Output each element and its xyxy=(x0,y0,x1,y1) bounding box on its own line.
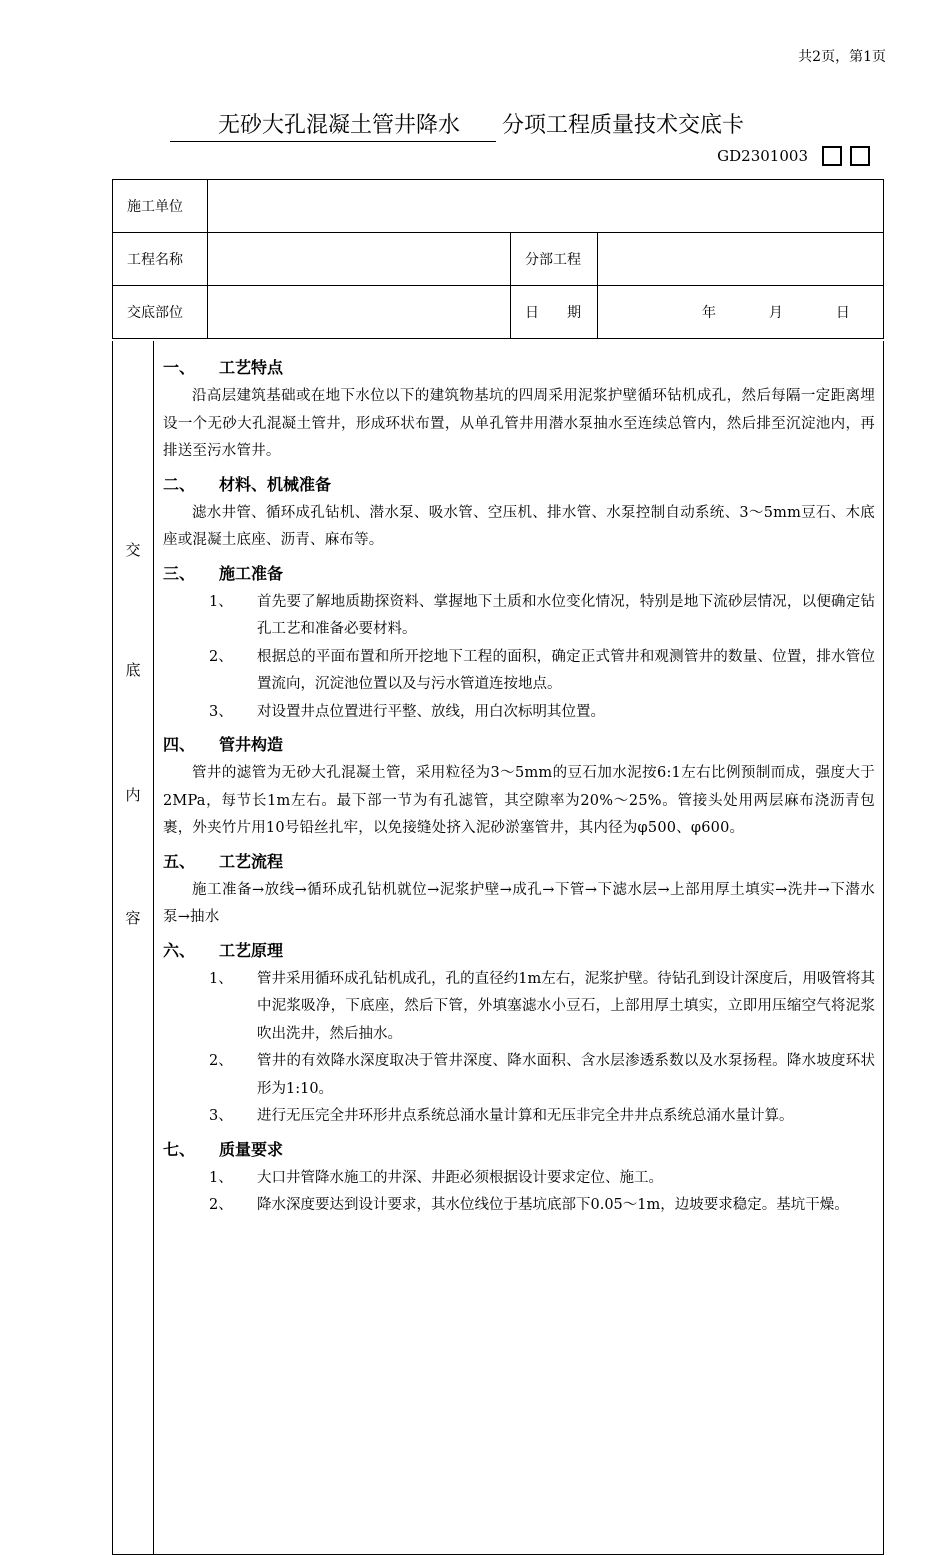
list-item: 3、 进行无压完全井环形井点系统总涌水量计算和无压非完全井井点系统总涌水量计算。 xyxy=(209,1108,794,1124)
date-day: 日 xyxy=(835,305,850,321)
section-title: 一、 工艺特点 xyxy=(163,358,284,377)
project-label: 工程名称 xyxy=(113,233,208,286)
doc-code-row xyxy=(717,146,870,166)
section-paragraph: 施工准备→放线→循环成孔钻机就位→泥浆护壁→成孔→下管→下滤水层→上部用厚土填实→洗井→下潜水泵→抽水 xyxy=(163,881,875,925)
section-title: 四、 管井构造 xyxy=(163,735,284,754)
list-item: 1、 大口井管降水施工的井深、井距必须根据设计要求定位、施工。 xyxy=(209,1169,663,1186)
unit-value[interactable] xyxy=(208,180,884,233)
page-info: 共2页，第1页 xyxy=(798,49,886,65)
list-item: 1、 首先要了解地质勘探资料、掌握地下土质和水位变化情况，特别是地下流砂层情况，以便确定钻孔工艺和准备必要材料。 xyxy=(209,593,875,637)
check-box-1[interactable] xyxy=(822,146,842,166)
date-month: 月 xyxy=(768,305,783,321)
side-label-char: 容 xyxy=(125,909,141,927)
header-table xyxy=(112,179,884,339)
location-label: 交底部位 xyxy=(113,286,208,339)
list-item: 2、 管井的有效降水深度取决于管井深度、降水面积、含水层渗透系数以及水泵扬程。降水坡度环状形为1:10。 xyxy=(209,1053,875,1097)
section-title: 七、 质量要求 xyxy=(163,1139,284,1159)
section-title: 三、 施工准备 xyxy=(163,563,284,583)
title-suffix: 分项工程质量技术交底卡 xyxy=(502,113,745,138)
unit-label: 施工单位 xyxy=(113,180,208,233)
section-title: 二、 材料、机械准备 xyxy=(163,474,332,494)
date-year: 年 xyxy=(702,305,716,321)
side-label-char: 交 xyxy=(125,541,141,559)
date-label: 日 期 xyxy=(511,286,598,339)
list-item: 2、 根据总的平面布置和所开挖地下工程的面积，确定正式管井和观测管井的数量、位置，排水管位置流向，沉淀池位置以及与污水管道连按地点。 xyxy=(209,648,875,692)
subproject-label: 分部工程 xyxy=(511,233,598,286)
date-value[interactable] xyxy=(598,286,884,339)
page-title xyxy=(170,108,870,142)
list-item: 1、 管井采用循环成孔钻机成孔，孔的直径约1m左右，泥浆护壁。待钻孔到设计深度后，用吸管将其中泥浆吸净，下底座，然后下管，外填塞滤水小豆石，上部用厚土填实，立即用压缩空气将泥浆吹出洗井，然后抽水。 xyxy=(209,970,875,1042)
section-paragraph: 沿高层建筑基础或在地下水位以下的建筑物基坑的四周采用泥浆护壁循环钻机成孔，然后每隔一定距离埋设一个无砂大孔混凝土管井，形成环状布置，从单孔管井用潜水泵抽水至连续总管内，然后排至沉淀池内，再排送至污水管井。 xyxy=(163,388,875,459)
location-value[interactable] xyxy=(208,286,511,339)
list-item: 2、 降水深度要达到设计要求，其水位线位于基坑底部下0.05～1m，边坡要求稳定。基坑干燥。 xyxy=(209,1197,849,1213)
section-title: 五、 工艺流程 xyxy=(163,851,284,871)
section-title: 六、 工艺原理 xyxy=(163,940,284,960)
check-box-2[interactable] xyxy=(850,146,870,166)
content-body xyxy=(154,341,883,1554)
title-topic: 无砂大孔混凝土管井降水 xyxy=(170,108,496,142)
section-paragraph: 管井的滤管为无砂大孔混凝土管，采用粒径为3～5mm的豆石加水泥按6:1左右比例预制而成，强度大于2MPa，每节长1m左右。最下部一节为有孔滤管，其空隙率为20%～25%。管接头处用两层麻布浇沥青包裹，外夹竹片用10号铅丝扎牢，以免接缝处挤入泥砂淤塞管井，其内径为φ500、φ600。 xyxy=(163,765,875,836)
project-value[interactable] xyxy=(208,233,511,286)
content-box xyxy=(112,341,884,1555)
subproject-value[interactable] xyxy=(598,233,884,286)
section-paragraph: 滤水井管、循环成孔钻机、潜水泵、吸水管、空压机、排水管、水泵控制自动系统、3～5mm豆石、木底座或混凝土底座、沥青、麻布等。 xyxy=(163,504,875,548)
side-label-column xyxy=(113,341,154,1554)
list-item: 3、 对设置井点位置进行平整、放线，用白次标明其位置。 xyxy=(209,703,605,720)
doc-code: GD2301003 xyxy=(717,147,808,165)
side-label-char: 内 xyxy=(125,786,141,804)
side-label-char: 底 xyxy=(125,661,141,679)
